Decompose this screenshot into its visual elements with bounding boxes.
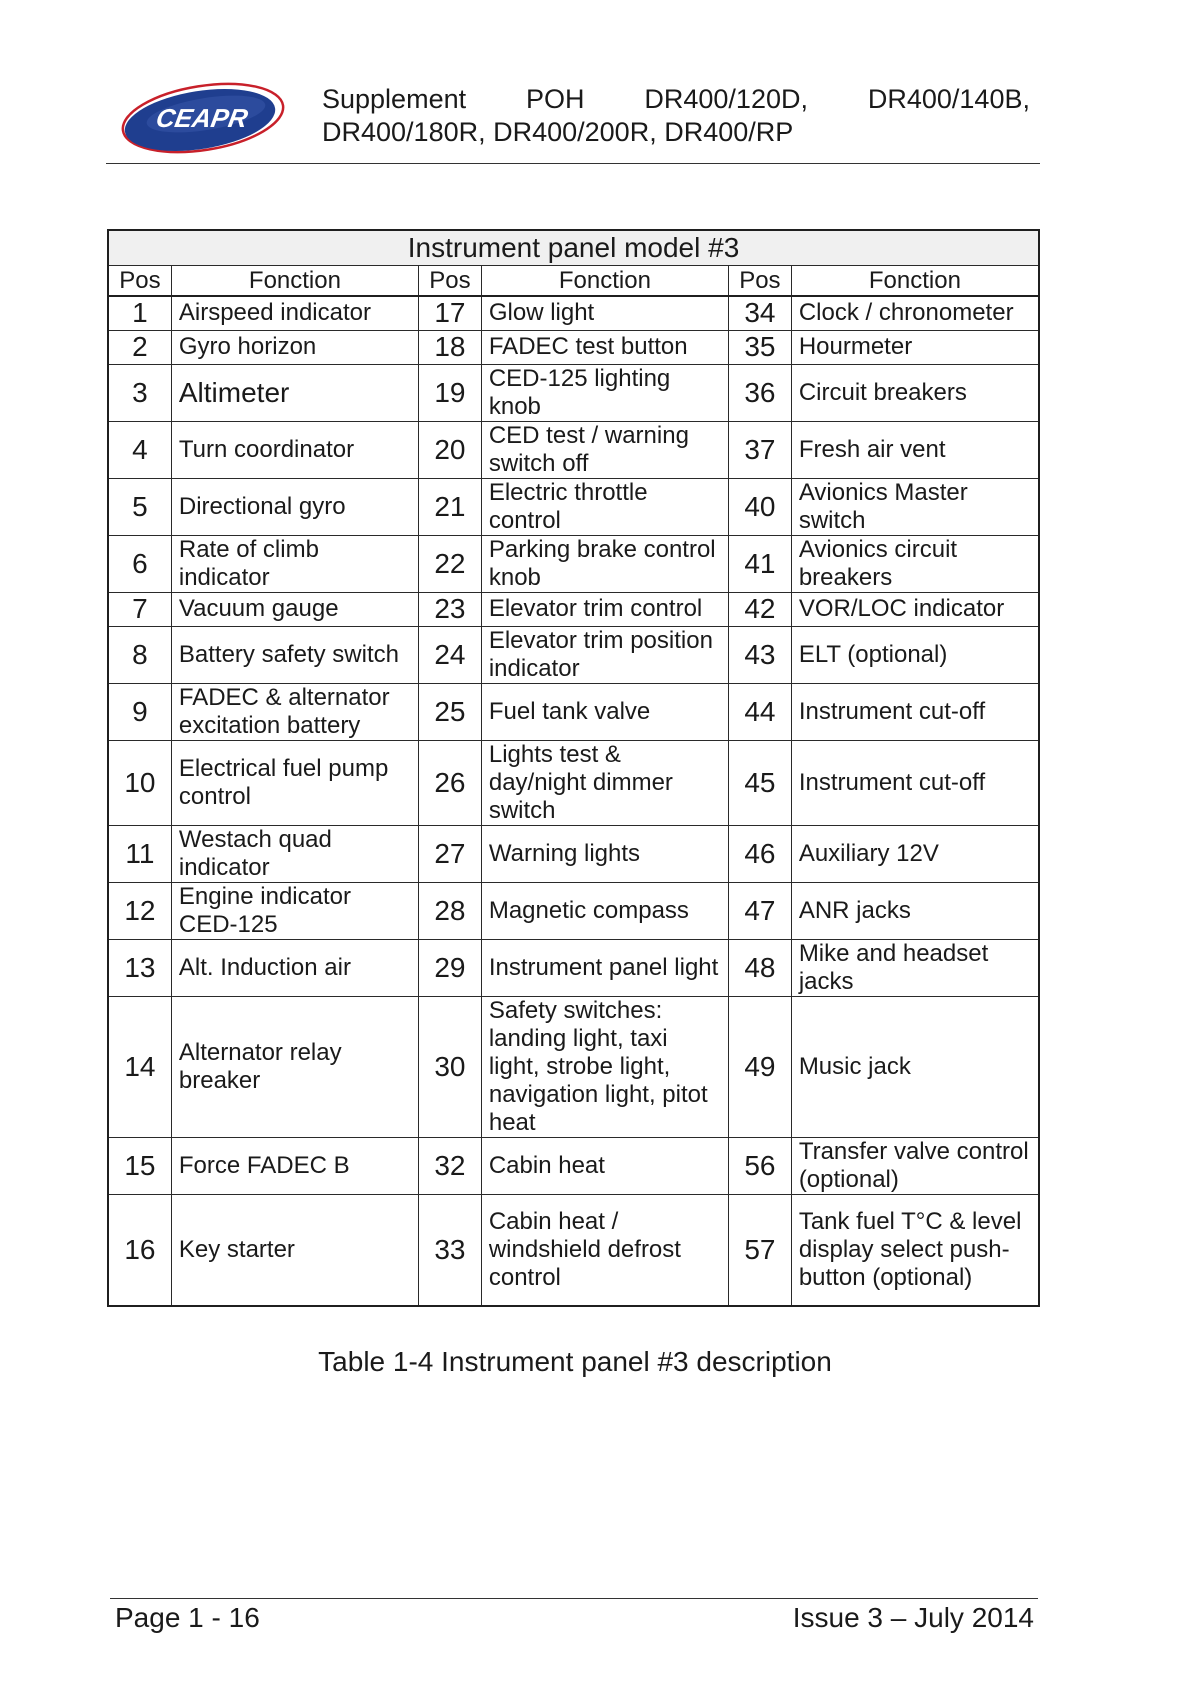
- footer-divider: [110, 1598, 1038, 1599]
- table-row: [108, 421, 1039, 478]
- position-number: 10: [108, 740, 171, 825]
- position-number: 46: [728, 825, 791, 882]
- position-number: 7: [108, 592, 171, 626]
- position-number: 26: [419, 740, 482, 825]
- position-number: 12: [108, 882, 171, 939]
- position-number: 2: [108, 330, 171, 364]
- page-number: Page 1 - 16: [115, 1602, 260, 1633]
- table-row: [108, 535, 1039, 592]
- function-label: Fresh air vent: [791, 421, 1039, 478]
- position-number: 56: [728, 1137, 791, 1194]
- function-label: Avionics Master switch: [791, 478, 1039, 535]
- table-row: [108, 939, 1039, 996]
- position-number: 15: [108, 1137, 171, 1194]
- position-number: 3: [108, 364, 171, 421]
- function-label: Rate of climb indicator: [171, 535, 418, 592]
- position-number: 18: [419, 330, 482, 364]
- table-row: [108, 740, 1039, 825]
- function-label: Fuel tank valve: [481, 683, 728, 740]
- function-label: Westach quad indicator: [171, 825, 418, 882]
- position-number: 5: [108, 478, 171, 535]
- position-number: 11: [108, 825, 171, 882]
- position-number: 47: [728, 882, 791, 939]
- function-label: Instrument cut-off: [791, 683, 1039, 740]
- position-number: 42: [728, 592, 791, 626]
- function-label: Instrument panel light: [481, 939, 728, 996]
- position-number: 37: [728, 421, 791, 478]
- function-label: Alternator relay breaker: [171, 996, 418, 1137]
- function-label: ANR jacks: [791, 882, 1039, 939]
- function-label: Electrical fuel pump control: [171, 740, 418, 825]
- function-label: CED test / warning switch off: [481, 421, 728, 478]
- function-label: Cabin heat: [481, 1137, 728, 1194]
- position-number: 23: [419, 592, 482, 626]
- function-label: Engine indicator CED-125: [171, 882, 418, 939]
- position-number: 24: [419, 626, 482, 683]
- function-label: Airspeed indicator: [171, 296, 418, 330]
- position-number: 30: [419, 996, 482, 1137]
- table-row: [108, 478, 1039, 535]
- position-number: 44: [728, 683, 791, 740]
- function-label: Elevator trim position indicator: [481, 626, 728, 683]
- position-number: 40: [728, 478, 791, 535]
- function-label: Warning lights: [481, 825, 728, 882]
- table-row: [108, 825, 1039, 882]
- position-number: 14: [108, 996, 171, 1137]
- function-label: Elevator trim control: [481, 592, 728, 626]
- position-number: 19: [419, 364, 482, 421]
- table-row: [108, 1137, 1039, 1194]
- position-number: 43: [728, 626, 791, 683]
- function-label: Battery safety switch: [171, 626, 418, 683]
- position-number: 1: [108, 296, 171, 330]
- function-label: Transfer valve control (optional): [791, 1137, 1039, 1194]
- logo-text: CEAPR: [153, 103, 251, 133]
- table-row: [108, 882, 1039, 939]
- function-label: ELT (optional): [791, 626, 1039, 683]
- function-label: Electric throttle control: [481, 478, 728, 535]
- position-number: 27: [419, 825, 482, 882]
- function-label: VOR/LOC indicator: [791, 592, 1039, 626]
- position-number: 20: [419, 421, 482, 478]
- table-row: [108, 296, 1039, 330]
- function-label: Cabin heat / windshield defrost control: [481, 1194, 728, 1306]
- function-label: Alt. Induction air: [171, 939, 418, 996]
- ceapr-logo: [118, 78, 288, 156]
- position-number: 16: [108, 1194, 171, 1306]
- function-label: Glow light: [481, 296, 728, 330]
- column-header-pos: Pos: [108, 266, 171, 297]
- position-number: 25: [419, 683, 482, 740]
- function-label: Turn coordinator: [171, 421, 418, 478]
- position-number: 33: [419, 1194, 482, 1306]
- position-number: 28: [419, 882, 482, 939]
- column-header-pos: Pos: [419, 266, 482, 297]
- column-header-fonction: Fonction: [171, 266, 418, 297]
- function-label: FADEC test button: [481, 330, 728, 364]
- instrument-panel-table: [107, 229, 1040, 1307]
- column-header-fonction: Fonction: [481, 266, 728, 297]
- table-row: [108, 626, 1039, 683]
- function-label: Parking brake control knob: [481, 535, 728, 592]
- table-row: [108, 330, 1039, 364]
- function-label: Magnetic compass: [481, 882, 728, 939]
- position-number: 36: [728, 364, 791, 421]
- function-label: Key starter: [171, 1194, 418, 1306]
- function-label: CED-125 lighting knob: [481, 364, 728, 421]
- position-number: 29: [419, 939, 482, 996]
- position-number: 17: [419, 296, 482, 330]
- position-number: 48: [728, 939, 791, 996]
- function-label: Gyro horizon: [171, 330, 418, 364]
- header-title-line2: DR400/180R, DR400/200R, DR400/RP: [322, 117, 794, 147]
- table-row: [108, 996, 1039, 1137]
- function-label: Instrument cut-off: [791, 740, 1039, 825]
- position-number: 49: [728, 996, 791, 1137]
- table-row: [108, 1194, 1039, 1306]
- column-header-fonction: Fonction: [791, 266, 1039, 297]
- header-divider: [106, 163, 1040, 164]
- table-row: [108, 592, 1039, 626]
- function-label: Circuit breakers: [791, 364, 1039, 421]
- position-number: 45: [728, 740, 791, 825]
- function-label: Vacuum gauge: [171, 592, 418, 626]
- function-label: Directional gyro: [171, 478, 418, 535]
- function-label: Force FADEC B: [171, 1137, 418, 1194]
- position-number: 41: [728, 535, 791, 592]
- table-body: [108, 296, 1039, 1306]
- header-title-line1: Supplement POH DR400/120D, DR400/140B,: [322, 84, 1030, 114]
- position-number: 21: [419, 478, 482, 535]
- position-number: 32: [419, 1137, 482, 1194]
- function-label: Avionics circuit breakers: [791, 535, 1039, 592]
- position-number: 13: [108, 939, 171, 996]
- table-row: [108, 364, 1039, 421]
- position-number: 22: [419, 535, 482, 592]
- table-caption: Table 1-4 Instrument panel #3 description: [318, 1346, 832, 1377]
- table-row: [108, 683, 1039, 740]
- position-number: 35: [728, 330, 791, 364]
- position-number: 57: [728, 1194, 791, 1306]
- position-number: 34: [728, 296, 791, 330]
- function-label: Lights test & day/night dimmer switch: [481, 740, 728, 825]
- function-label: Altimeter: [171, 364, 418, 421]
- position-number: 6: [108, 535, 171, 592]
- position-number: 9: [108, 683, 171, 740]
- issue-date: Issue 3 – July 2014: [792, 1602, 1034, 1633]
- function-label: Safety switches: landing light, taxi light, strobe light, navigation light, pitot heat: [481, 996, 728, 1137]
- function-label: Music jack: [791, 996, 1039, 1137]
- function-label: Clock / chronometer: [791, 296, 1039, 330]
- function-label: Hourmeter: [791, 330, 1039, 364]
- column-header-pos: Pos: [728, 266, 791, 297]
- position-number: 8: [108, 626, 171, 683]
- function-label: Mike and headset jacks: [791, 939, 1039, 996]
- function-label: Tank fuel T°C & level display select push-button (optional): [791, 1194, 1039, 1306]
- function-label: Auxiliary 12V: [791, 825, 1039, 882]
- function-label: FADEC & alternator excitation battery: [171, 683, 418, 740]
- document-header-title: [322, 83, 1030, 149]
- table-title: Instrument panel model #3: [108, 230, 1039, 266]
- position-number: 4: [108, 421, 171, 478]
